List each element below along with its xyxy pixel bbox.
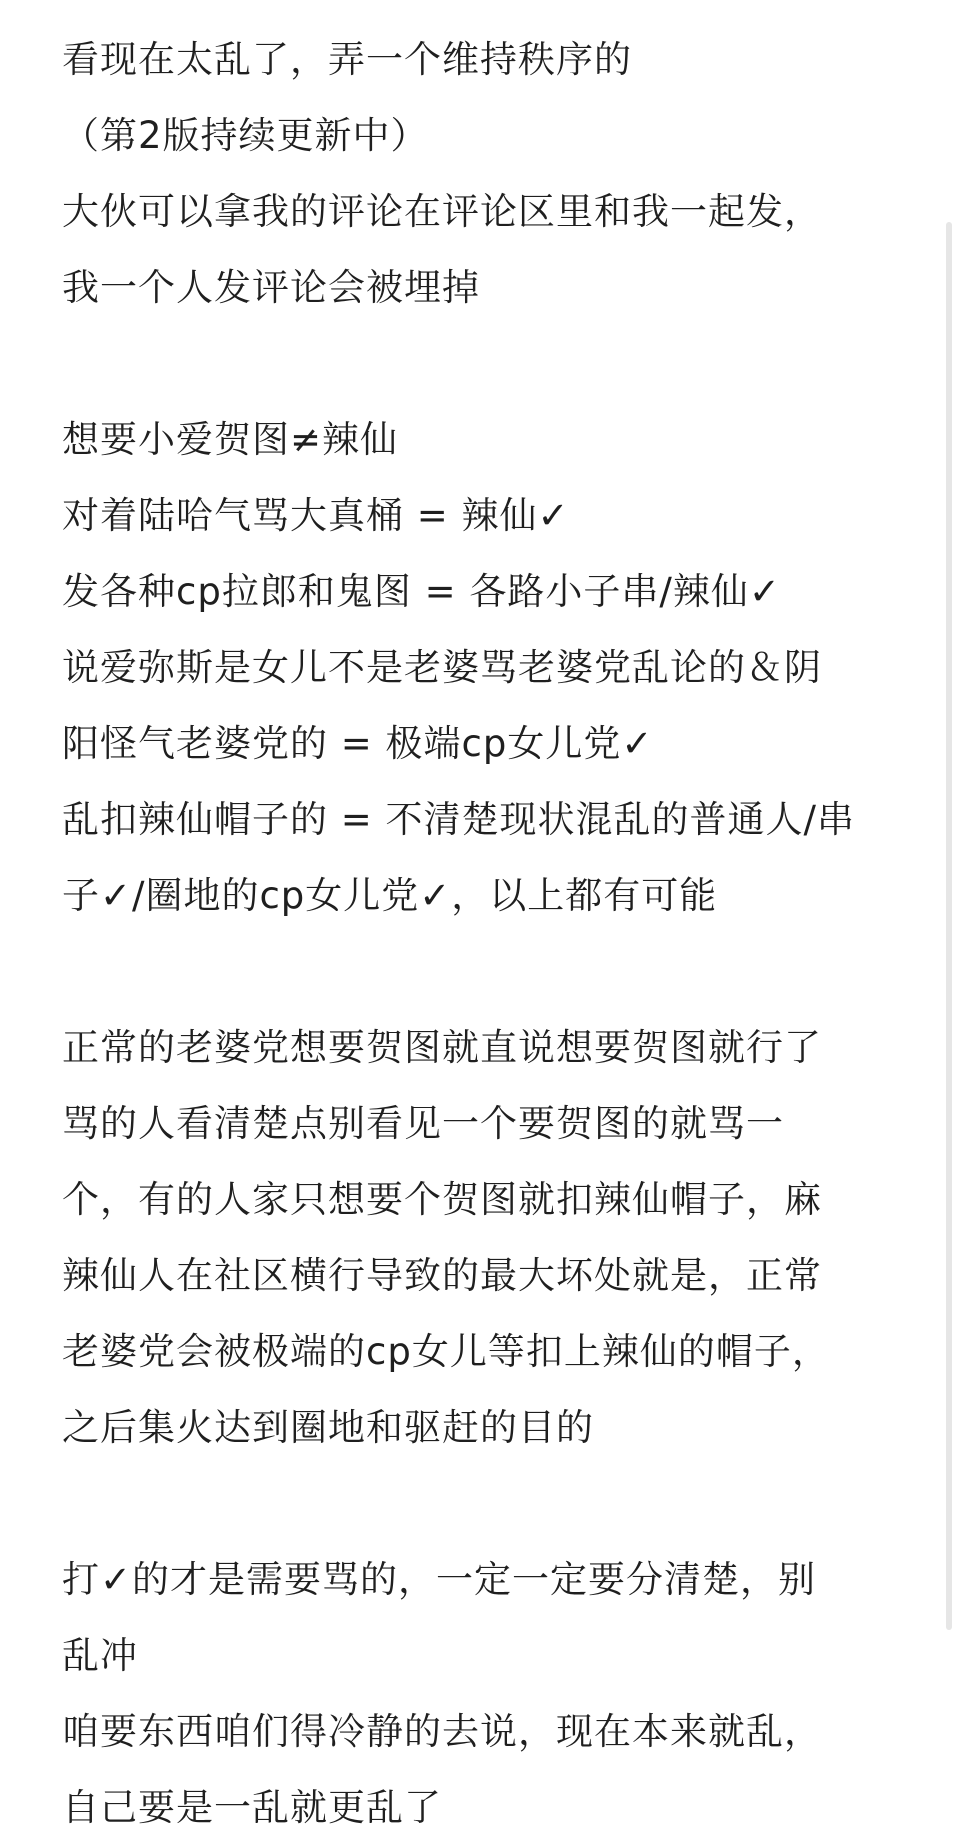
- post-line: 发各种cp拉郎和鬼图 = 各路小子串/辣仙✓: [62, 570, 781, 613]
- post-line: 打✓的才是需要骂的，一定一定要分清楚，别: [62, 1558, 817, 1601]
- post-line: 阳怪气老婆党的 = 极端cp女儿党✓: [62, 722, 654, 765]
- post-line: 正常的老婆党想要贺图就直说想要贺图就行了: [62, 1026, 822, 1069]
- post-line: 之后集火达到圈地和驱赶的目的: [62, 1406, 594, 1449]
- post-line: 乱冲: [62, 1634, 138, 1677]
- post-line: 乱扣辣仙帽子的 = 不清楚现状混乱的普通人/串: [62, 798, 855, 841]
- post-line: 自己要是一乱就更乱了: [62, 1786, 442, 1829]
- post-line: 辣仙人在社区横行导致的最大坏处就是，正常: [62, 1254, 822, 1297]
- post-line: 咱要东西咱们得冷静的去说，现在本来就乱，: [62, 1710, 822, 1753]
- post-line: 个，有的人家只想要个贺图就扣辣仙帽子，麻: [62, 1178, 822, 1221]
- post-line: 大伙可以拿我的评论在评论区里和我一起发，: [62, 190, 822, 233]
- paragraph-gap: [62, 934, 902, 1010]
- post-line: 骂的人看清楚点别看见一个要贺图的就骂一: [62, 1102, 784, 1145]
- paragraph-gap: [62, 1466, 902, 1542]
- post-line: 老婆党会被极端的cp女儿等扣上辣仙的帽子，: [62, 1330, 830, 1373]
- post-line: 子✓/圈地的cp女儿党✓，以上都有可能: [62, 874, 718, 917]
- vertical-scrollbar[interactable]: [946, 222, 952, 1630]
- post-line: （第2版持续更新中）: [62, 114, 429, 157]
- paragraph-gap: [62, 326, 902, 402]
- post-line: 看现在太乱了，弄一个维持秩序的: [62, 38, 632, 81]
- post-line: 我一个人发评论会被埋掉: [62, 266, 480, 309]
- post-line: 对着陆哈气骂大真桶 = 辣仙✓: [62, 494, 570, 537]
- post-body: [62, 22, 902, 1846]
- post-line: 想要小爱贺图≠辣仙: [62, 418, 399, 461]
- post-line: 说爱弥斯是女儿不是老婆骂老婆党乱论的＆阴: [62, 646, 822, 689]
